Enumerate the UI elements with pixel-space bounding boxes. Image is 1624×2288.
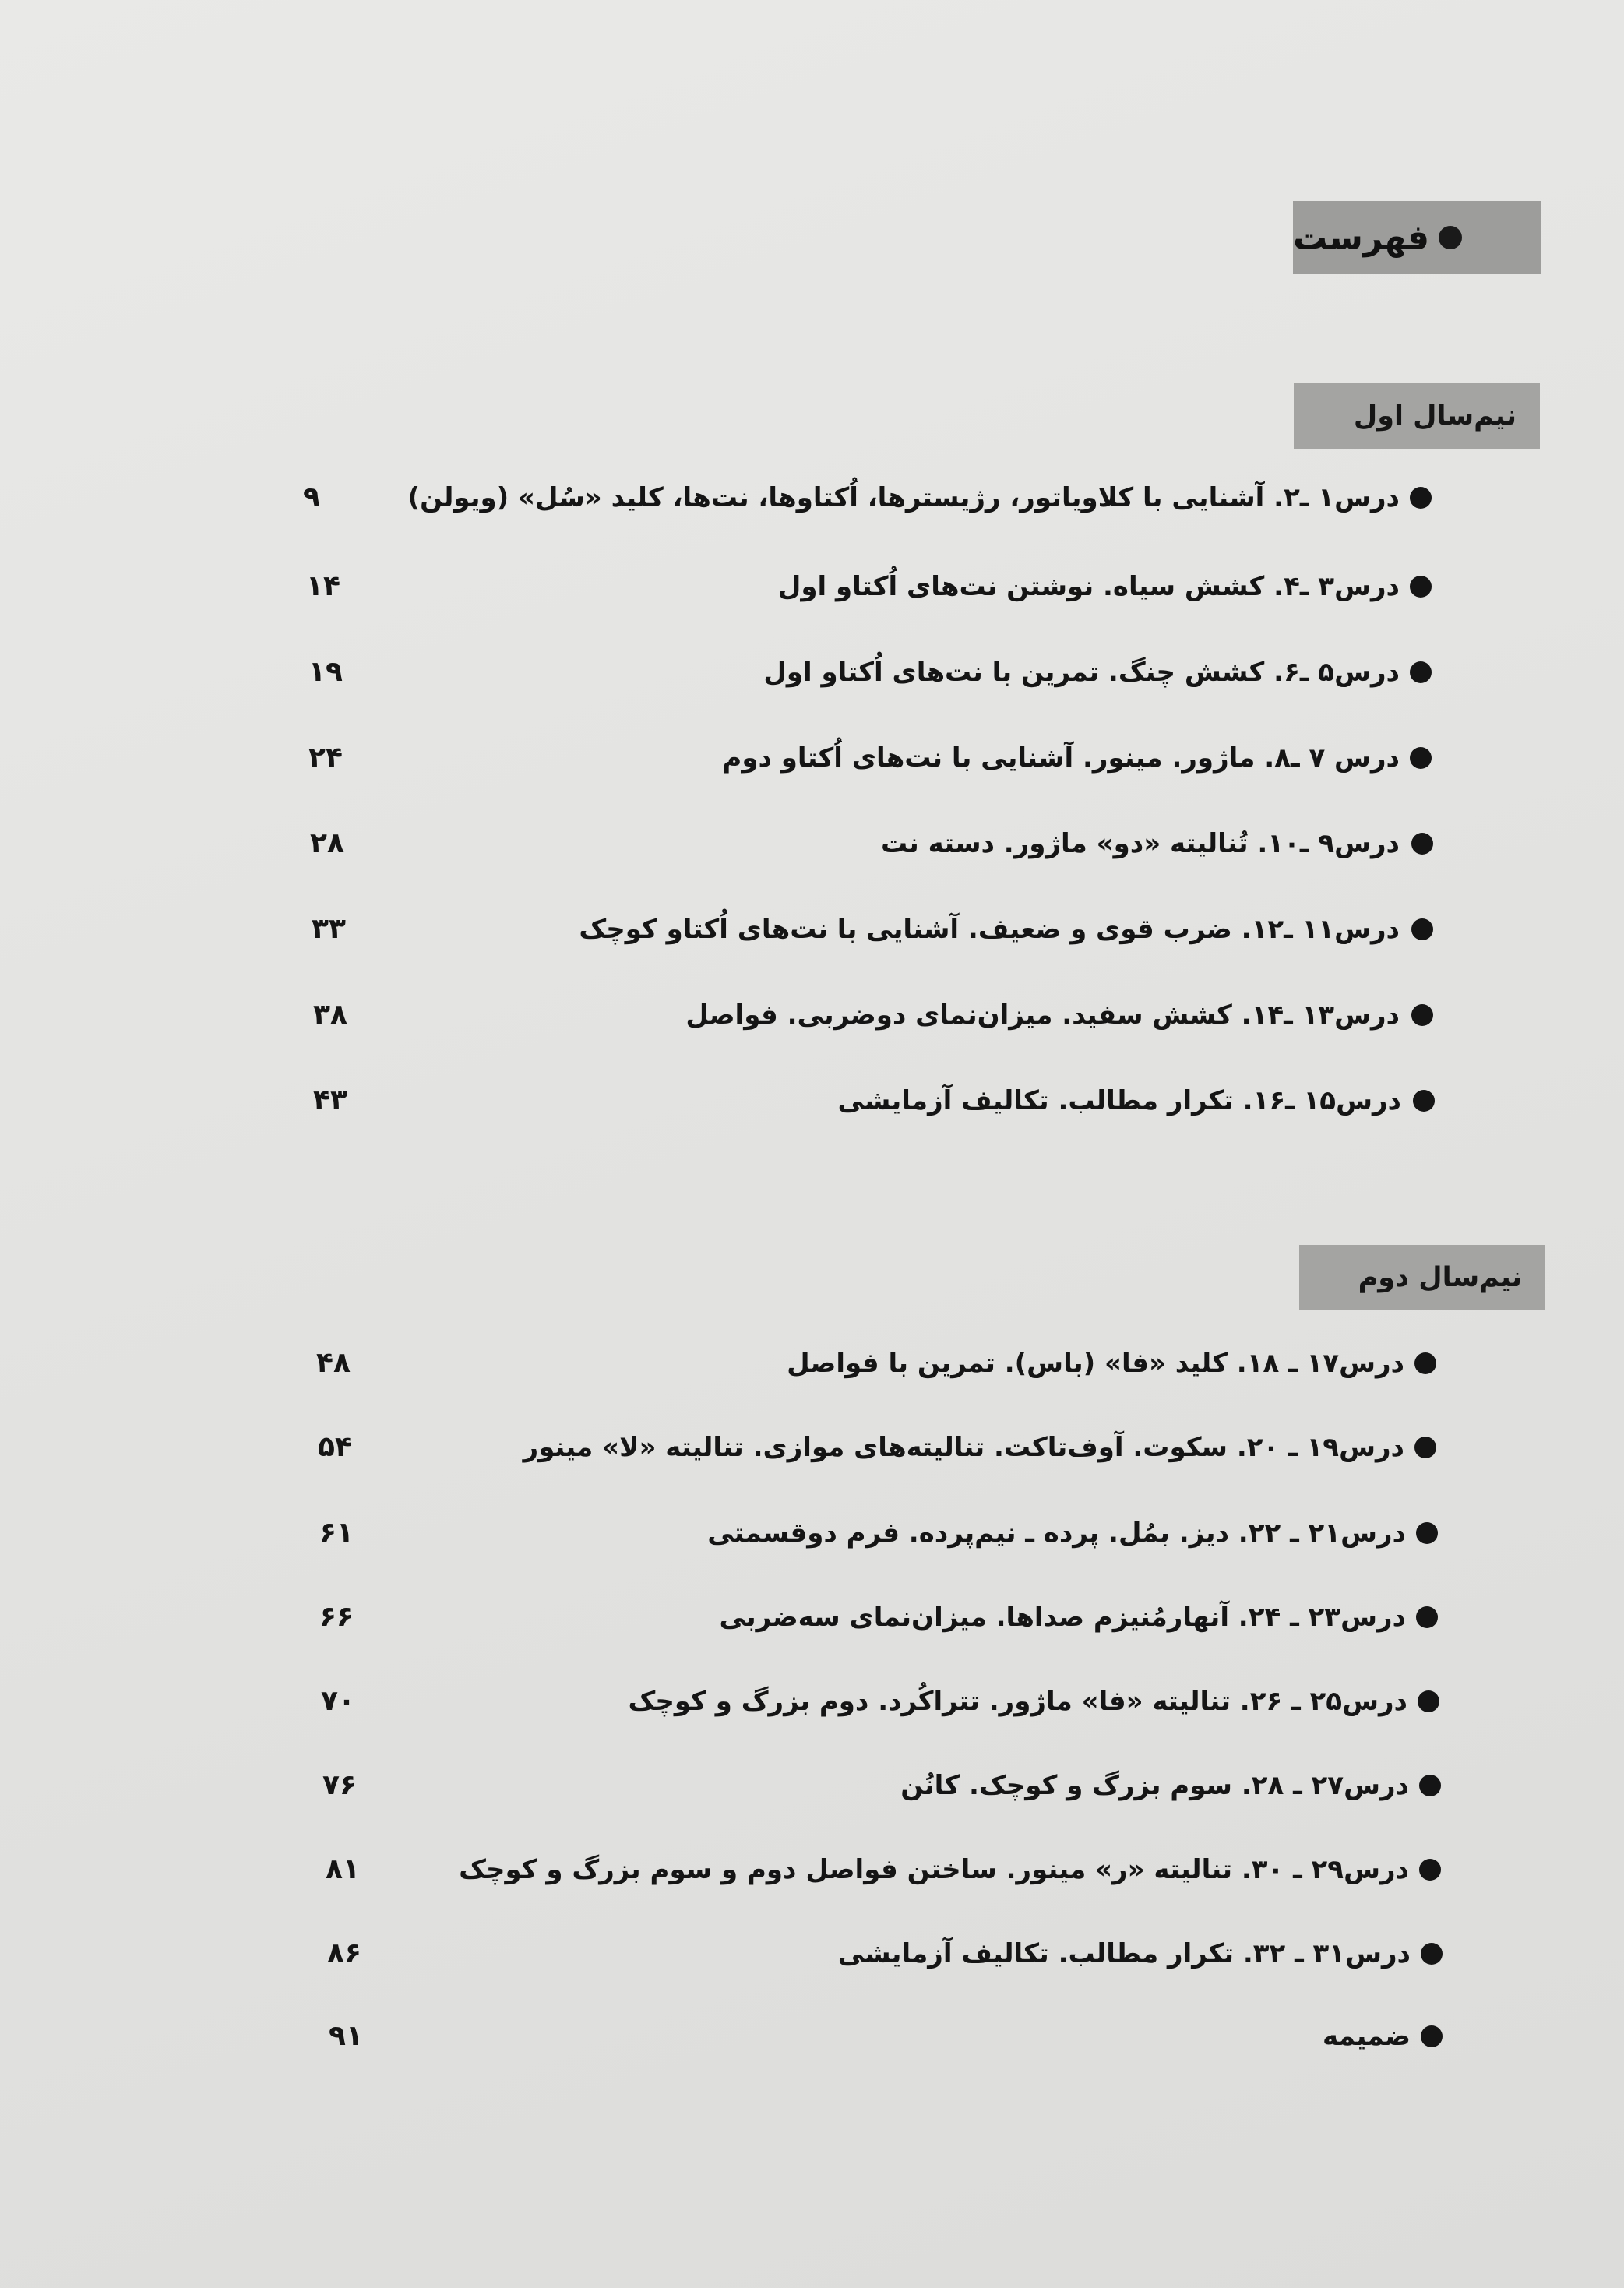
entry-title: درس۲۹ ـ ۳۰. تنالیته «ر» مینور. ساختن فواصل دوم و سوم بزرگ و کوچک (459, 1854, 1409, 1885)
entry-title: درس۹ ـ۱۰. تُنالیته «دو» ماژور. دسته نت (880, 828, 1400, 859)
toc-entry (0, 474, 1624, 521)
entry-page: ۵۴ (318, 1431, 352, 1463)
entry-title: درس۲۵ ـ ۲۶. تنالیته «فا» ماژور. تتراکُرد. دوم بزرگ و کوچک (628, 1686, 1407, 1717)
entry-title: درس۱۵ ـ۱۶. تکرار مطالب. تکالیف آزمایشی (837, 1085, 1401, 1116)
section-label: نیم‌سال دوم (1358, 1262, 1522, 1293)
entry-title: درس۱۳ ـ۱۴. کشش سفید. میزان‌نمای دوضربی. فواصل (685, 999, 1400, 1031)
entry-page: ۳۸ (313, 999, 347, 1031)
entry-page: ۲۸ (310, 827, 344, 859)
toc-entry (0, 1594, 1624, 1641)
bullet-icon (1410, 487, 1432, 509)
toc-entry (0, 1762, 1624, 1809)
entry-title: درس۱ ـ۲. آشنایی با کلاویاتور، رژیسترها، اُکتاوها، نت‌ها، کلید «سُل» (ویولن) (407, 482, 1400, 513)
bullet-icon (1414, 1352, 1436, 1374)
toc-entry (0, 1930, 1624, 1977)
entry-title: درس۲۱ ـ ۲۲. دیز. بمُل. پرده ـ نیم‌پرده. فرم دوقسمتی (707, 1518, 1406, 1549)
entry-page: ۶۶ (319, 1601, 354, 1633)
toc-entry (0, 1846, 1624, 1893)
entry-title: درس۱۱ ـ۱۲. ضرب قوی و ضعیف. آشنایی با نت‌های اُکتاو کوچک (579, 914, 1400, 945)
entry-title: ضمیمه (1323, 2021, 1411, 2052)
bullet-icon (1416, 1522, 1438, 1544)
section-label: نیم‌سال اول (1353, 400, 1517, 432)
entry-title: درس۵ ـ۶. کشش چنگ. تمرین با نت‌های اُکتاو اول (763, 657, 1400, 688)
entry-page: ۷۰ (321, 1685, 355, 1717)
toc-entry (0, 820, 1624, 867)
toc-entry (0, 1340, 1624, 1387)
toc-entry (0, 992, 1624, 1038)
entry-title: درس۳۱ ـ ۳۲. تکرار مطالب. تکالیف آزمایشی (837, 1938, 1411, 1969)
toc-entry (0, 1678, 1624, 1725)
entry-page: ۱۹ (308, 656, 343, 688)
bullet-icon (1416, 1606, 1438, 1628)
bullet-icon (1411, 1004, 1433, 1026)
bullet-icon (1419, 1859, 1441, 1881)
entry-page: ۱۴ (306, 570, 340, 602)
toc-entry (0, 649, 1624, 696)
entry-title: درس ۷ ـ۸. ماژور. مینور. آشنایی با نت‌های اُکتاو دوم (722, 742, 1400, 774)
bullet-icon (1410, 661, 1432, 683)
bullet-icon (1411, 918, 1433, 940)
entry-title: درس۲۷ ـ ۲۸. سوم بزرگ و کوچک. کانُن (900, 1770, 1409, 1801)
entry-page: ۸۶ (327, 1937, 361, 1969)
entry-page: ۷۶ (322, 1769, 357, 1801)
bullet-icon (1413, 1090, 1435, 1112)
section-header-first-semester (1294, 383, 1540, 449)
entry-title: درس۳ ـ۴. کشش سیاه. نوشتن نت‌های اُکتاو اول (777, 571, 1400, 602)
entry-title: درس۲۳ ـ ۲۴. آنهارمُنیزم صداها. میزان‌نمای سه‌ضربی (719, 1602, 1406, 1633)
toc-entry (0, 1510, 1624, 1556)
entry-title: درس۱۹ ـ ۲۰. سکوت. آوف‌تاکت. تنالیته‌های موازی. تنالیته «لا» مینور (523, 1432, 1404, 1463)
toc-entry-appendix (0, 2013, 1624, 2060)
entry-page: ۳۳ (312, 913, 346, 945)
entry-page: ۴۳ (313, 1084, 347, 1116)
toc-entry (0, 1424, 1624, 1471)
entry-page: ۴۸ (316, 1347, 351, 1379)
bullet-icon (1421, 2025, 1443, 2047)
bullet-icon (1414, 1437, 1436, 1458)
bullet-icon (1410, 747, 1432, 769)
bullet-icon (1418, 1690, 1439, 1712)
entry-page: ۶۱ (319, 1517, 354, 1549)
entry-title: درس۱۷ ـ ۱۸. کلید «فا» (باس). تمرین با فواصل (787, 1348, 1404, 1379)
entry-page: ۸۱ (326, 1853, 360, 1885)
toc-entry (0, 735, 1624, 781)
entry-page: ۲۴ (308, 742, 343, 774)
toc-entry (0, 1077, 1624, 1124)
bullet-icon (1411, 833, 1433, 855)
entry-page: ۹ (303, 481, 320, 513)
entry-page: ۹۱ (329, 2020, 363, 2052)
bullet-icon (1419, 1775, 1441, 1796)
toc-header (1293, 201, 1541, 274)
toc-entry (0, 906, 1624, 953)
bullet-icon (1439, 226, 1462, 249)
bullet-icon (1410, 576, 1432, 598)
bullet-icon (1421, 1943, 1443, 1965)
section-header-second-semester (1299, 1245, 1545, 1310)
toc-entry (0, 563, 1624, 610)
toc-title: فهرست (1293, 217, 1430, 258)
